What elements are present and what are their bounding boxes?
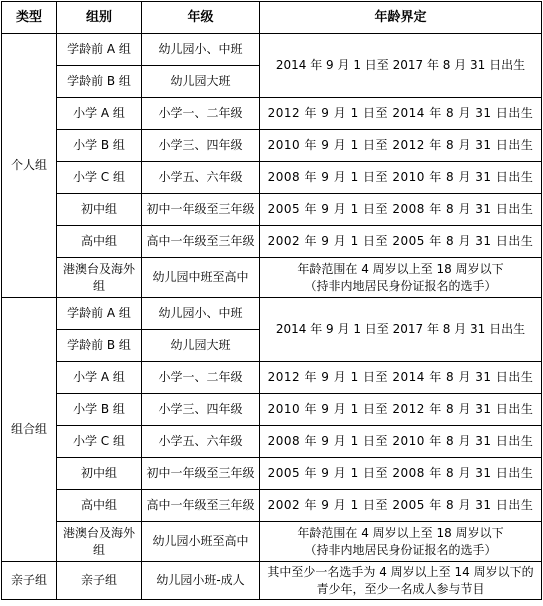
grade-cell: 幼儿园大班 <box>142 66 260 98</box>
grade-cell: 幼儿园小、中班 <box>142 298 260 330</box>
age-range-text: 年龄范围在 4 周岁以上至 18 周岁以下 <box>297 261 504 276</box>
age-cell: 其中至少一名选手为 4 周岁以上至 14 周岁以下的青少年，至少一名成人参与节目 <box>260 562 542 600</box>
type-cell-combined: 组合组 <box>2 298 57 562</box>
table-row <box>2 458 542 490</box>
group-cell: 亲子组 <box>57 562 142 600</box>
grade-cell: 高中一年级至三年级 <box>142 226 260 258</box>
age-range-note: （持非内地居民身份证报名的选手） <box>304 542 497 557</box>
header-type: 类型 <box>2 2 57 34</box>
group-cell: 学龄前 A 组 <box>57 34 142 66</box>
age-cell: 2012 年 9 月 1 日至 2014 年 8 月 31 日出生 <box>260 98 542 130</box>
table-row <box>2 34 542 66</box>
group-cell: 学龄前 B 组 <box>57 330 142 362</box>
grade-cell: 小学三、四年级 <box>142 394 260 426</box>
group-cell: 小学 A 组 <box>57 362 142 394</box>
table-row <box>2 426 542 458</box>
grade-cell: 小学一、二年级 <box>142 362 260 394</box>
table-row <box>2 130 542 162</box>
type-cell-parent-child: 亲子组 <box>2 562 57 600</box>
age-cell: 2010 年 9 月 1 日至 2012 年 8 月 31 日出生 <box>260 130 542 162</box>
group-cell: 小学 C 组 <box>57 162 142 194</box>
age-group-table <box>1 1 542 600</box>
age-cell: 2002 年 9 月 1 日至 2005 年 8 月 31 日出生 <box>260 226 542 258</box>
age-cell: 2002 年 9 月 1 日至 2005 年 8 月 31 日出生 <box>260 490 542 522</box>
age-cell: 2012 年 9 月 1 日至 2014 年 8 月 31 日出生 <box>260 362 542 394</box>
grade-cell: 高中一年级至三年级 <box>142 490 260 522</box>
grade-cell: 小学五、六年级 <box>142 426 260 458</box>
group-cell: 高中组 <box>57 226 142 258</box>
table-row <box>2 98 542 130</box>
age-range-text: 年龄范围在 4 周岁以上至 18 周岁以下 <box>297 525 504 540</box>
age-cell <box>260 258 542 298</box>
group-cell: 小学 C 组 <box>57 426 142 458</box>
group-cell: 小学 B 组 <box>57 130 142 162</box>
age-cell: 2014 年 9 月 1 日至 2017 年 8 月 31 日出生 <box>260 34 542 98</box>
age-cell: 2005 年 9 月 1 日至 2008 年 8 月 31 日出生 <box>260 458 542 490</box>
grade-cell: 幼儿园小、中班 <box>142 34 260 66</box>
table-row <box>2 490 542 522</box>
grade-cell: 幼儿园中班至高中 <box>142 258 260 298</box>
group-cell: 学龄前 A 组 <box>57 298 142 330</box>
table-row <box>2 258 542 298</box>
age-cell <box>260 522 542 562</box>
age-range-note: （持非内地居民身份证报名的选手） <box>304 278 497 293</box>
header-age: 年龄界定 <box>260 2 542 34</box>
table-row <box>2 298 542 330</box>
age-cell: 2008 年 9 月 1 日至 2010 年 8 月 31 日出生 <box>260 162 542 194</box>
age-cell: 2008 年 9 月 1 日至 2010 年 8 月 31 日出生 <box>260 426 542 458</box>
group-cell: 初中组 <box>57 458 142 490</box>
age-group-table-container <box>1 1 542 600</box>
group-cell: 港澳台及海外组 <box>57 258 142 298</box>
type-cell-individual: 个人组 <box>2 34 57 298</box>
header-group: 组别 <box>57 2 142 34</box>
grade-cell: 初中一年级至三年级 <box>142 458 260 490</box>
grade-cell: 幼儿园小班-成人 <box>142 562 260 600</box>
table-row <box>2 394 542 426</box>
grade-cell: 小学五、六年级 <box>142 162 260 194</box>
table-row <box>2 194 542 226</box>
age-cell: 2010 年 9 月 1 日至 2012 年 8 月 31 日出生 <box>260 394 542 426</box>
header-grade: 年级 <box>142 2 260 34</box>
age-cell: 2005 年 9 月 1 日至 2008 年 8 月 31 日出生 <box>260 194 542 226</box>
grade-cell: 初中一年级至三年级 <box>142 194 260 226</box>
group-cell: 港澳台及海外组 <box>57 522 142 562</box>
table-row <box>2 226 542 258</box>
group-cell: 高中组 <box>57 490 142 522</box>
group-cell: 学龄前 B 组 <box>57 66 142 98</box>
age-cell: 2014 年 9 月 1 日至 2017 年 8 月 31 日出生 <box>260 298 542 362</box>
table-row <box>2 162 542 194</box>
grade-cell: 小学三、四年级 <box>142 130 260 162</box>
table-header-row <box>2 2 542 34</box>
table-row <box>2 522 542 562</box>
group-cell: 小学 B 组 <box>57 394 142 426</box>
grade-cell: 小学一、二年级 <box>142 98 260 130</box>
grade-cell: 幼儿园小班至高中 <box>142 522 260 562</box>
grade-cell: 幼儿园大班 <box>142 330 260 362</box>
table-row <box>2 362 542 394</box>
group-cell: 初中组 <box>57 194 142 226</box>
group-cell: 小学 A 组 <box>57 98 142 130</box>
table-row <box>2 562 542 600</box>
